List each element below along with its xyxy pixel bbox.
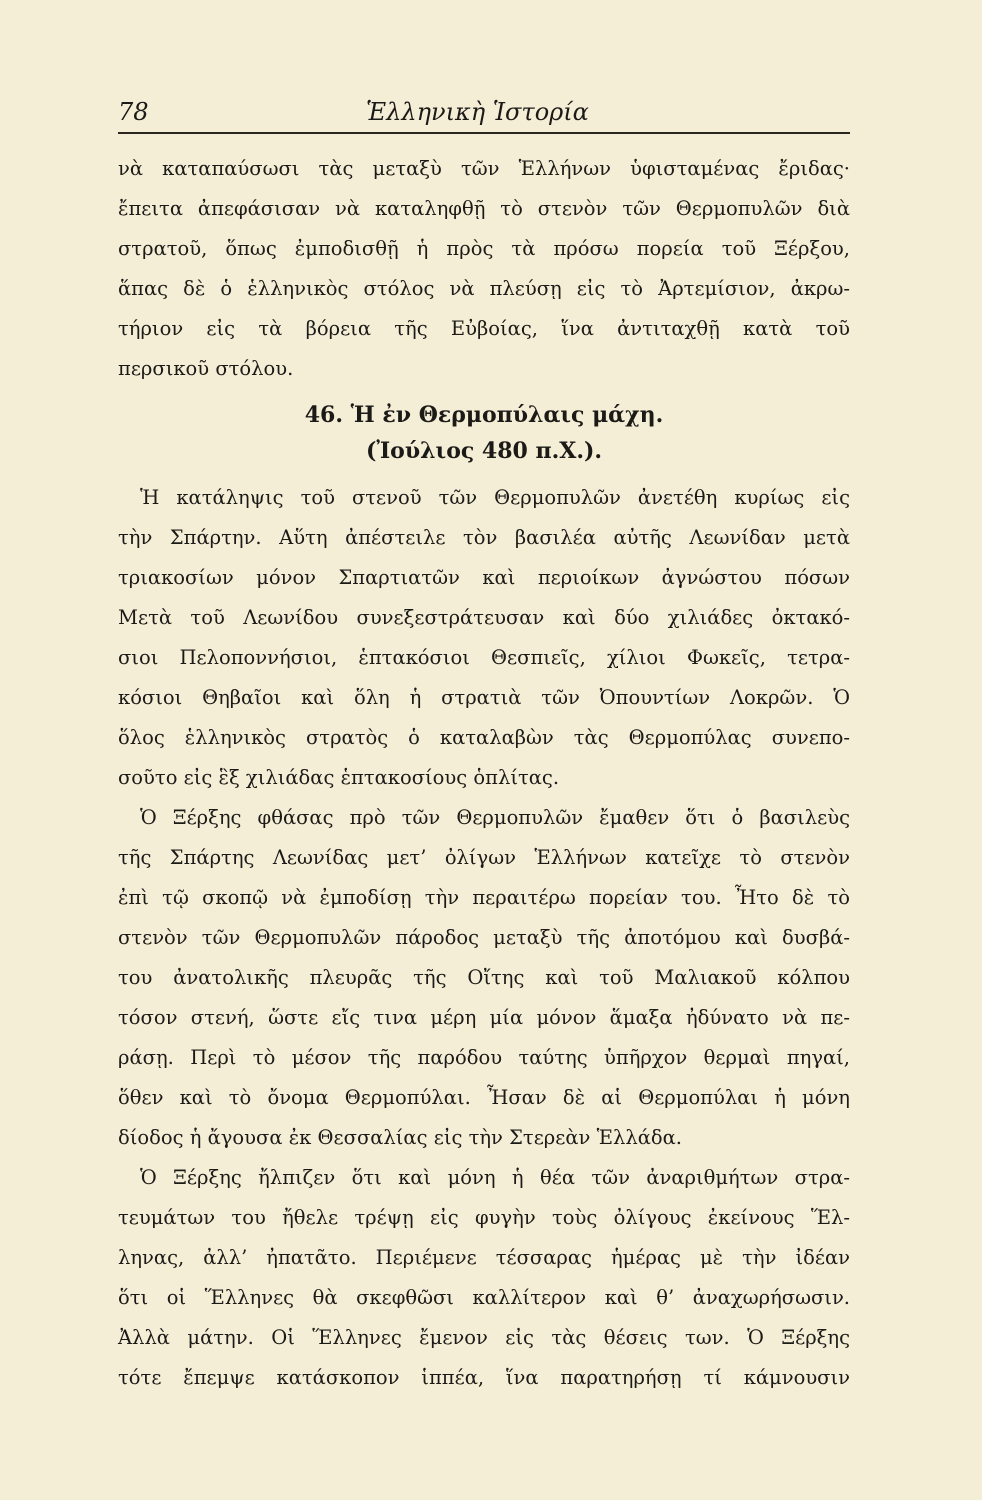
text-line: Ἀλλὰ μάτην. Οἱ Ἕλληνες ἔμενον εἰς τὰς θέσεις των. Ὁ Ξέρξης	[118, 1326, 850, 1349]
text-line: τόσον στενή, ὥστε εἴς τινα μέρη μία μόνον ἅμαξα ἠδύνατο νὰ πε-	[118, 1006, 850, 1029]
text-line: στρατοῦ, ὅπως ἐμποδισθῇ ἡ πρὸς τὰ πρόσω πορεία τοῦ Ξέρξου,	[118, 237, 850, 260]
text-line: δίοδος ἡ ἄγουσα ἐκ Θεσσαλίας εἰς τὴν Στερεὰν Ἑλλάδα.	[118, 1126, 682, 1149]
text-line: ἔπειτα ἀπεφάσισαν νὰ καταληφθῇ τὸ στενὸν τῶν Θερμοπυλῶν διὰ	[118, 197, 850, 220]
text-line: ράσῃ. Περὶ τὸ μέσον τῆς παρόδου ταύτης ὑπῆρχον θερμαὶ πηγαί,	[118, 1046, 850, 1069]
text-line: τριακοσίων μόνον Σπαρτιατῶν καὶ περιοίκων ἀγνώστου πόσων	[118, 566, 850, 589]
paragraph-3	[118, 1158, 850, 1398]
header-rule	[118, 132, 850, 134]
text-line: ὅτι οἱ Ἕλληνες θὰ σκεφθῶσι καλλίτερον καὶ θ’ ἀναχωρήσωσιν.	[118, 1286, 850, 1309]
running-title: Ἑλληνικὴ Ἱστορία	[366, 98, 589, 126]
text-line: ληνας, ἀλλ’ ἠπατᾶτο. Περιέμενε τέσσαρας ἡμέρας μὲ τὴν ἰδέαν	[118, 1246, 850, 1269]
intro-paragraph	[118, 149, 850, 389]
text-line: Ὁ Ξέρξης φθάσας πρὸ τῶν Θερμοπυλῶν ἔμαθεν ὅτι ὁ βασιλεὺς	[140, 806, 850, 829]
text-line: τευμάτων του ἤθελε τρέψῃ εἰς φυγὴν τοὺς ὀλίγους ἐκείνους Ἕλ-	[118, 1206, 850, 1229]
text-line: τήριον εἰς τὰ βόρεια τῆς Εὐβοίας, ἵνα ἀντιταχθῇ κατὰ τοῦ	[118, 317, 850, 340]
section-heading: 46. Ἡ ἐν Θερμοπύλαις μάχη.	[304, 402, 664, 428]
text-line: στενὸν τῶν Θερμοπυλῶν πάροδος μεταξὺ τῆς ἀποτόμου καὶ δυσβά-	[118, 926, 850, 949]
text-line: τῆς Σπάρτης Λεωνίδας μετ’ ὀλίγων Ἑλλήνων κατεῖχε τὸ στενὸν	[118, 846, 850, 869]
text-line: ἅπας δὲ ὁ ἑλληνικὸς στόλος νὰ πλεύσῃ εἰς τὸ Ἀρτεμίσιον, ἀκρω-	[118, 277, 850, 300]
text-line: σιοι Πελοποννήσιοι, ἑπτακόσιοι Θεσπιεῖς, χίλιοι Φωκεῖς, τετρα-	[118, 646, 850, 669]
text-line: Ἡ κατάληψις τοῦ στενοῦ τῶν Θερμοπυλῶν ἀνετέθη κυρίως εἰς	[140, 486, 850, 509]
text-line: σοῦτο εἰς ἓξ χιλιάδας ἑπτακοσίους ὁπλίτας.	[118, 766, 560, 789]
text-line: ὅλος ἑλληνικὸς στρατὸς ὁ καταλαβὼν τὰς Θερμοπύλας συνεπο-	[118, 726, 850, 749]
page-number: 78	[118, 98, 149, 126]
text-line: του ἀνατολικῆς πλευρᾶς τῆς Οἴτης καὶ τοῦ Μαλιακοῦ κόλπου	[118, 966, 850, 989]
text-line: τότε ἔπεμψε κατάσκοπον ἱππέα, ἵνα παρατηρήσῃ τί κάμνουσιν	[118, 1366, 850, 1389]
text-line: ἐπὶ τῷ σκοπῷ νὰ ἐμποδίσῃ τὴν περαιτέρω πορείαν του. Ἦτο δὲ τὸ	[118, 886, 850, 909]
text-line: τὴν Σπάρτην. Αὕτη ἀπέστειλε τὸν βασιλέα αὐτῆς Λεωνίδαν μετὰ	[118, 526, 850, 549]
text-line: ὅθεν καὶ τὸ ὄνομα Θερμοπύλαι. Ἦσαν δὲ αἱ Θερμοπύλαι ἡ μόνη	[118, 1086, 850, 1109]
text-line: περσικοῦ στόλου.	[118, 357, 294, 380]
text-line: Μετὰ τοῦ Λεωνίδου συνεξεστράτευσαν καὶ δύο χιλιάδες ὀκτακό-	[118, 606, 850, 629]
text-line: Ὁ Ξέρξης ἤλπιζεν ὅτι καὶ μόνη ἡ θέα τῶν ἀναριθμήτων στρα-	[140, 1166, 850, 1189]
paragraph-1	[118, 478, 850, 798]
text-line: κόσιοι Θηβαῖοι καὶ ὅλη ἡ στρατιὰ τῶν Ὀπουντίων Λοκρῶν. Ὁ	[118, 686, 850, 709]
text-line: νὰ καταπαύσωσι τὰς μεταξὺ τῶν Ἑλλήνων ὑφισταμένας ἔριδας·	[118, 157, 850, 180]
paragraph-2	[118, 798, 850, 1158]
running-head	[118, 98, 852, 134]
section-date: (Ἰούλιος 480 π.Χ.).	[365, 438, 603, 464]
